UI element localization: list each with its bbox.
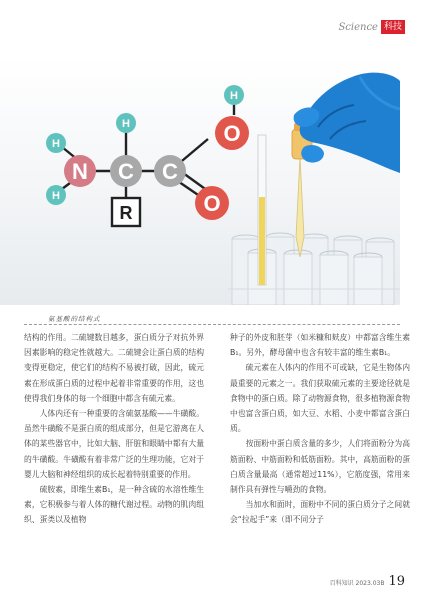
- atom-o-double: [195, 186, 229, 220]
- r-group-box: [112, 198, 140, 226]
- atom-h-bottom-left: [46, 185, 66, 205]
- atom-h-top-center: [116, 113, 136, 133]
- paragraph: 当加水和面时，面粉中不同的蛋白质分子之间就会“拉起手”来（即不同分子: [230, 500, 410, 525]
- page-number: 19: [388, 574, 405, 589]
- atom-h-top-right: [224, 85, 244, 105]
- svg-text:H: H: [52, 190, 60, 202]
- svg-text:O: O: [203, 191, 221, 216]
- figure-caption: 氨基酸的结构式: [48, 315, 101, 323]
- section-label-cn: 科技: [381, 20, 405, 34]
- test-tubes: [228, 233, 400, 305]
- section-header: [338, 20, 405, 34]
- journal-name: 百科知识 2023.03B: [329, 580, 385, 587]
- atom-h-top-left: [46, 133, 66, 153]
- atom-n: [64, 155, 96, 187]
- left-column: [24, 330, 204, 528]
- gloved-hand: [294, 73, 400, 173]
- svg-text:H: H: [230, 90, 238, 102]
- section-label-en: Science: [338, 21, 378, 33]
- paragraph: 按面粉中蛋白质含量的多少，人们将面粉分为高筋面粉、中筋面粉和低筋面粉。其中，高筋面粉的蛋白质含量最高（通常超过11%），它筋度强，常用来制作具有弹性与嚼劲的食物。: [230, 439, 410, 495]
- atom-c-carboxyl: [154, 155, 186, 187]
- svg-text:O: O: [223, 121, 241, 146]
- amino-acid-illustration: [0, 57, 400, 305]
- atom-o-hydroxyl: [215, 116, 249, 150]
- hero-image: [0, 57, 400, 305]
- paragraph: 硫元素在人体内的作用不可或缺，它是生物体内最重要的元素之一。我们获取硫元素的主要途径就是食物中的蛋白质。除了动物源食物，很多植物源食物中也富含蛋白质，如大豆、水稻、小麦中都富含蛋白质。: [230, 363, 410, 434]
- atom-c-alpha: [110, 155, 142, 187]
- paragraph: 硫胺素，即维生素B₁，是一种含硫的水溶性维生素，它积极参与着人体的糖代谢过程。动物的肌肉组织、蛋类以及植物: [24, 485, 205, 525]
- svg-text:R: R: [119, 203, 133, 223]
- paragraph: 结构的作用。二硫键数目越多，蛋白质分子对抗外界因素影响的稳定性就越大。二硫键会让蛋白质的结构变得更稳定，使它们的结构不易被打破，因此，硫元素在形成蛋白质的过程中起着非常重要的作用，这也使得我们身体的每一个细胞中都含有硫元素。: [24, 333, 204, 403]
- main-test-tube: [258, 135, 266, 285]
- svg-text:H: H: [122, 118, 130, 130]
- svg-text:C: C: [162, 159, 178, 184]
- dropper-icon: [292, 123, 312, 257]
- caption-divider: [24, 324, 400, 325]
- page-footer: [330, 574, 405, 589]
- svg-text:N: N: [72, 159, 88, 184]
- svg-text:C: C: [118, 159, 134, 184]
- right-column: [230, 330, 410, 528]
- paragraph: 人体内还有一种重要的含硫氨基酸——牛磺酸。虽然牛磺酸不是蛋白质的组成部分，但是它游离在人体的某些器官中，比如大脑、肝脏和眼睛中都有大量的牛磺酸。牛磺酸有着非常广泛的生理功能，它对于婴儿大脑和神经组织的成长起着特别重要的作用。: [24, 409, 204, 479]
- paragraph: 种子的外皮和胚芽（如米糠和麸皮）中都富含维生素B₁。另外，酵母菌中也含有较丰富的维生素B₁。: [230, 333, 410, 358]
- svg-text:H: H: [52, 138, 60, 150]
